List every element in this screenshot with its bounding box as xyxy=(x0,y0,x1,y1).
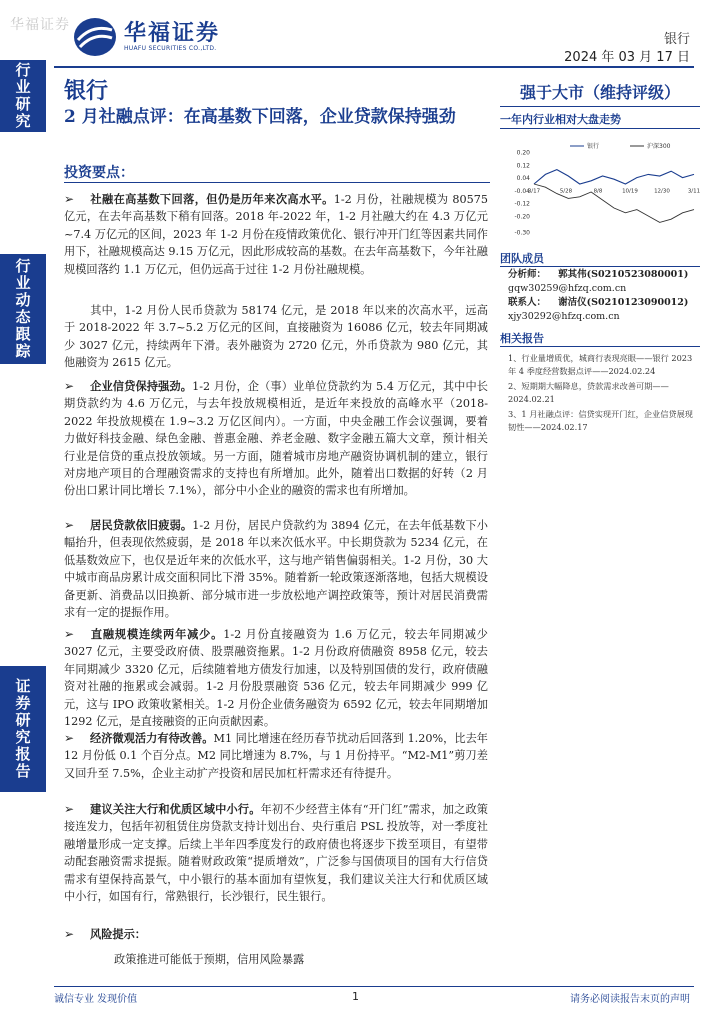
x-tick-label: 5/28 xyxy=(559,188,573,195)
x-tick-label: 8/8 xyxy=(593,188,603,195)
sidebar-tag-industry-research: 行业研究 xyxy=(0,60,46,132)
arrow-icon: ➢ xyxy=(64,379,75,393)
legend-label: 银行 xyxy=(587,143,600,150)
sidebar-tag-industry-tracking: 行业动态跟踪 xyxy=(0,254,46,364)
y-tick-label: -0.12 xyxy=(514,200,530,208)
report-title: 2 月社融点评：在高基数下回落，企业贷款保持强劲 xyxy=(64,107,456,127)
chart-section-title: 一年内行业相对大盘走势 xyxy=(500,113,621,126)
paragraph-breakdown: 其中，1-2 月份人民币贷款为 58174 亿元，是 2018 年以来的次高水平，远高于 2018-2022 年 3.7~5.2 万亿元的区间，直接融资为 16086 亿元，较去年同期减少 3027 亿元，持续两年下滑。表外融资为 2720 亿元，外币贷款为 980 亿元，其他融资为 2615 亿元。 xyxy=(64,304,488,370)
related-report-1[interactable]: 1、行业量增质优，城商行表现亮眼——银行 2023 年 4 季度经营数据点评——2024.02.24 xyxy=(508,353,693,376)
team-divider xyxy=(500,266,700,267)
paragraph-risk-text: 政策推进可能低于预期，信用风险暴露 xyxy=(114,953,305,966)
x-tick-label: 10/19 xyxy=(622,188,638,195)
series-line-1 xyxy=(534,184,694,222)
arrow-icon: ➢ xyxy=(64,192,75,206)
footer-divider xyxy=(54,986,694,987)
arrow-icon: ➢ xyxy=(64,627,75,641)
report-sector: 银行 xyxy=(64,78,109,104)
related-divider xyxy=(500,346,700,347)
header-industry: 银行 xyxy=(663,32,690,47)
y-tick-label: 0.04 xyxy=(516,175,530,183)
y-tick-label: -0.30 xyxy=(514,229,530,237)
rating: 强于大市（维持评级） xyxy=(519,83,680,102)
sidebar-tag-securities-report: 证券研究报告 xyxy=(0,666,46,792)
key-points-heading: 投资要点： xyxy=(64,165,134,181)
team-title: 团队成员 xyxy=(500,252,544,265)
arrow-icon: ➢ xyxy=(64,927,75,941)
related-report-2[interactable]: 2、短期期大幅降息，贷款需求改善可期——2024.02.21 xyxy=(508,381,669,404)
paragraph-household-loans: ➢ 居民贷款依旧疲弱。1-2 月份，居民户贷款约为 3894 亿元，在去年低基数下小幅抬升，但表现依然疲弱，是 2018 年以来次低水平。中长期贷款为 5234 亿元，在低基数效应下，也仅是近年来的次低水平，这与地产销售偏弱相关。1-2 月份，30 大中城市商品房累计成交面积同比下滑 35%。随着新一轮政策逐渐落地，包括大规模设备更新、消费品以旧换新、部分城市进一步放松地产调控政策等，预计对居民消费需求有一定的提振作用。 xyxy=(64,518,488,620)
watermark: 华福证券 xyxy=(10,17,70,33)
contact-email[interactable]: xjy30292@hfzq.com.cn xyxy=(508,311,620,322)
header-date: 2024 年 03 月 17 日 xyxy=(564,50,690,65)
key-points-divider xyxy=(64,182,490,183)
related-title: 相关报告 xyxy=(500,332,544,345)
paragraph-direct-financing: ➢ 直融规模连续两年减少。1-2 月份直接融资为 1.6 万亿元，较去年同期减少 3027 亿元，主要受政府债、股票融资拖累。1-2 月份政府债融资 8958 亿元，较去年同期减少 3320 亿元，后续随着地方债发行加速，以及特别国债的发行，政府债融资对社融的拖累或会减弱。1-2 月份股票融资 536 亿元，较去年同期减少 999 亿元，这与 IPO 政策收紧相关。1-2 月份企业债务融资为 6592 亿元，较去年同期增加 1292 亿元，是直接融资的正向贡献因素。 xyxy=(64,627,488,729)
arrow-icon: ➢ xyxy=(64,731,75,745)
y-tick-label: -0.04 xyxy=(514,187,530,195)
logo-mark-icon xyxy=(72,16,118,58)
legend-label: 沪深300 xyxy=(647,143,671,150)
x-tick-label: 12/30 xyxy=(654,188,670,195)
paragraph-corporate-credit: ➢ 企业信贷保持强劲。1-2 月份，企（事）业单位贷款约为 5.4 万亿元，其中中长期贷款约为 4.6 万亿元，与去年投放规模相近，是近年来投放的高峰水平（2018-2022 年投放规模在 1.9~3.2 万亿区间内）。一方面，中央金融工作会议强调，要着力做好科技金融、绿色金融、普惠金融、养老金融、数字金融五篇大文章，预计相关行业是信贷的重点投放领域。另一方面，随着城市房地产融资协调机制的建立，银行对房地产项目的合理融资需求的支持也有所增加。此外，随着出口数据的好转（2 月份出口累计同比增长 7.1%），部分中小企业的融资的需求也有所增加。 xyxy=(64,379,488,498)
relative-performance-chart xyxy=(500,140,700,240)
contact-line: 联系人： 谢洁仪(S0210123090012) xyxy=(508,297,689,308)
logo-name: 华福证券 xyxy=(124,21,221,46)
logo-subtitle: HUAFU SECURITIES CO.,LTD. xyxy=(124,45,217,52)
footer-disclaimer: 请务必阅读报告末页的声明 xyxy=(570,994,690,1005)
analyst-email[interactable]: gqw30259@hfzq.com.cn xyxy=(508,283,627,294)
x-tick-label: 3/17 xyxy=(527,188,541,195)
x-tick-label: 3/11 xyxy=(687,188,700,195)
chart-section-divider xyxy=(500,128,700,129)
paragraph-recommendation: ➢ 建议关注大行和优质区域中小行。年初不少经营主体有“开门红”需求，加之政策接连发力，包括年初租赁住房贷款支持计划出台、央行重启 PSL 投放等，对一季度社融增量形成一定支撑。后续上半年四季度发行的政府债也将逐步下拨至项目，有望带动配套融资需求提振。随着财政政策“提质增效”，广泛参与国债项目的国有大行信贷需求有望保持高景气，中小银行的基本面加有望恢复，我们建议关注大行和优质区域中小行，如国有行，常熟银行，长沙银行，民生银行。 xyxy=(64,802,488,904)
analyst-line: 分析师： 郭其伟(S0210523080001) xyxy=(508,269,689,280)
y-tick-label: 0.12 xyxy=(516,162,530,170)
header-divider xyxy=(54,66,694,68)
y-tick-label: 0.20 xyxy=(516,149,530,157)
paragraph-risk-heading: ➢ 风险提示： xyxy=(64,926,488,943)
paragraph-social-financing: ➢ 社融在高基数下回落，但仍是历年来次高水平。1-2 月份，社融规模为 80575 亿元，在去年高基数下稍有回落。2018 年-2022 年，1-2 月社融大约在 4.3 万亿元~7.4 万亿元的区间，2023 年 1-2 月份在疫情政策优化、银行冲开门红等因素共同作用下，社融规模高达 9.15 万亿元，因此形成较高的基数。在去年高基数下，今年社融规模回落约 1.1 万亿元，但仍远高于过往 1-2 月份社融规模。 xyxy=(64,192,488,276)
footer-slogan: 诚信专业 发现价值 xyxy=(54,994,138,1005)
rating-divider xyxy=(500,106,700,107)
page-number: 1 xyxy=(352,990,359,1003)
arrow-icon: ➢ xyxy=(64,802,75,816)
y-tick-label: -0.20 xyxy=(514,213,530,221)
paragraph-economic-vitality: ➢ 经济微观活力有待改善。M1 同比增速在经历春节扰动后回落到 1.20%，比去年 12 月份低 0.1 个百分点。M2 同比增速为 8.7%，与 1 月份持平。“M2-M1”剪刀差又回升至 7.5%，企业主动扩产投资和居民加杠杆需求还有待提升。 xyxy=(64,731,488,780)
arrow-icon: ➢ xyxy=(64,518,75,532)
related-report-3[interactable]: 3、1 月社融点评：信贷实现开门红，企业信贷展现韧性——2024.02.17 xyxy=(508,409,693,432)
series-line-0 xyxy=(534,170,694,184)
